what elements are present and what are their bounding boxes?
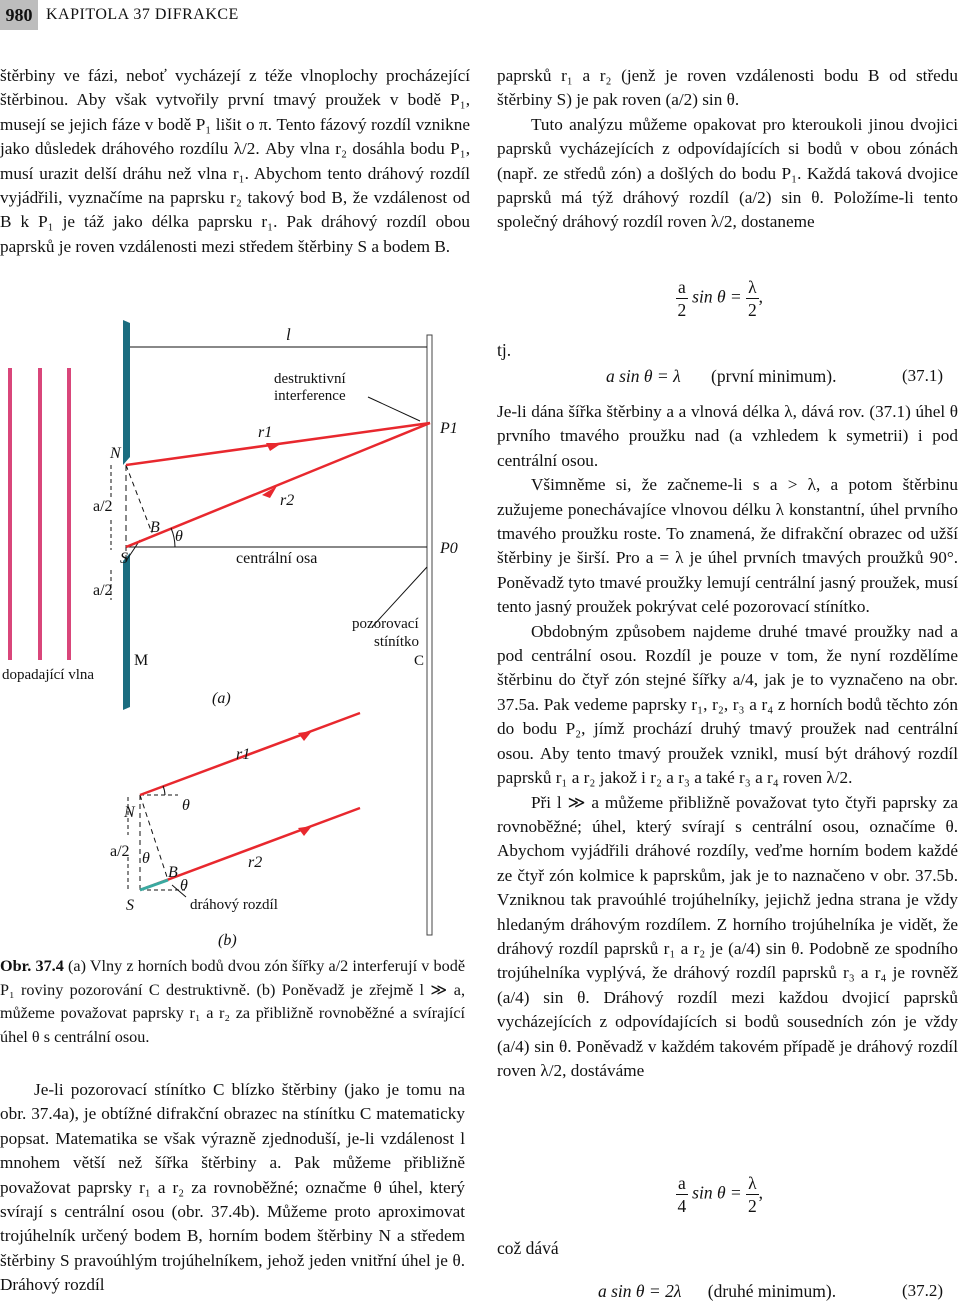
slit-upper-barrier: [123, 320, 130, 465]
equation-37-2: a sin θ = 2λ (druhé minimum).: [598, 1281, 837, 1301]
equation-1: $\frac{a}{2}$ sin θ = $\frac{\lambda}{2}$ ,: [677, 277, 763, 320]
page-number: 980: [0, 0, 38, 30]
label-path-difference: dráhový rozdíl: [190, 897, 278, 913]
tj-label: tj.: [497, 340, 512, 360]
paragraph: Obdobným způsobem najdeme druhé tmavé proužky nad a pod centrální osou. Rozdíl je pouze v tom, že nyní rozdělíme štěrbinu do čtyř zón stejné šířky a/4, jak je to vyznačeno na obr. 37.5a. Pak vedeme paprsky r₁, r₂, r₃ a r₄ z horních bodů těchto zón do bodu P₂, jímž prochází druhý tmavý proužek nad centrální osou. Aby tento tmavý proužek vznikl, musí být dráhový rozdíl paprsků r₁ a r₂ jakož i r₂ a r₃ a také r₃ a r₄ roven λ/2.: [497, 621, 958, 788]
equation-number-37-2: (37.2): [902, 1281, 944, 1300]
right-column-middle: [497, 400, 958, 1083]
label-N-b: N: [124, 804, 135, 821]
label-r1-b: r1: [236, 746, 251, 763]
label-screen-3: C: [414, 653, 425, 669]
equation-2: $\frac{a}{4}$ sin θ = $\frac{\lambda}{2}$ ,: [677, 1173, 763, 1216]
label-S-b: S: [126, 897, 134, 914]
label-M: M: [134, 652, 149, 669]
label-theta: θ: [175, 528, 183, 545]
left-column-top: [0, 64, 470, 259]
label-S: S: [120, 550, 128, 567]
paragraph: Všimněme si, že začneme-li s a > λ, a potom štěrbinu zužujeme ponechávajíce vlnovou délku λ konstantní, úhel prvního tmavého proužku roste. To znamená, že difrakční obrazec od užší štěrbiny je širší. Pro a = λ je úhel prvních tmavých proužků 90°. Poněvadž tyto tmavé proužky lemují centrální jasný proužek, musí tento jasný proužek pokrývat celé pozorovací stínítko.: [497, 475, 958, 617]
label-l: l: [286, 325, 291, 344]
label-theta-b1: θ: [182, 797, 190, 814]
paragraph: paprsků r₁ a r₂ (jenž je roven vzdálenosti bodu B od středu štěrbiny S) je pak roven (a/2) sin θ.: [497, 66, 958, 110]
label-P0: P0: [440, 540, 458, 557]
page-header: [0, 0, 960, 30]
label-B-b: B: [168, 864, 178, 881]
label-a2-b: a/2: [110, 843, 130, 860]
label-destructive: destruktivní: [274, 371, 346, 387]
paragraph: štěrbiny ve fázi, neboť vycházejí z téže vlnoplochy procházející štěrbinou. Aby však vytvořily první tmavý proužek v bodě P₁, musejí se jejich fáze v bodě P₁ lišit o π. Tento fázový rozdíl vznikne jako důsledek dráhového rozdílu λ/2. Aby vlna r₂ dosáhla bodu P₁, musí urazit delší dráhu než vlna r₁. Abychom tento dráhový rozdíl vyjádřili, vyznačíme na paprsku r₂ takový bod B, že vzdálenost od B k P₁ je táž jako délka paprsku r₁. Pak dráhový rozdíl obou paprsků je roven vzdálenosti mezi středem štěrbiny S a bodem B.: [0, 66, 470, 256]
label-screen-1: pozorovací: [352, 616, 419, 632]
label-B: B: [150, 519, 160, 536]
figure-part-b: [110, 713, 360, 949]
label-screen-2: stínítko: [374, 634, 420, 650]
equation-number-37-1: (37.1): [902, 366, 944, 385]
label-part-a: (a): [212, 690, 231, 707]
label-r2-b: r2: [248, 854, 263, 871]
chapter-title: KAPITOLA 37 DIFRAKCE: [46, 6, 239, 23]
caption-label: Obr. 37.4: [0, 957, 64, 975]
left-column-bottom: [0, 1078, 465, 1298]
label-theta-b2: θ: [142, 850, 150, 867]
label-P1: P1: [440, 420, 458, 437]
slit-lower-barrier: [123, 553, 130, 710]
paragraph: Je-li dána šířka štěrbiny a a vlnová délka λ, dává rov. (37.1) úhel θ prvního tmavého proužku nad (a vzhledem k symetrii) i pod centrální osou.: [497, 402, 958, 470]
label-incident-wave: dopadající vlna: [2, 667, 95, 683]
incident-wavefronts: [10, 368, 69, 660]
label-central-axis: centrální osa: [236, 550, 318, 567]
label-N: N: [110, 445, 121, 462]
label-interference: interference: [274, 388, 346, 404]
paragraph: Je-li pozorovací stínítko C blízko štěrbiny (jako je tomu na obr. 37.4a), je obtížné difrakční obrazec na stínítku C matematicky popsat. Matematika se však výrazně zjednoduší, je-li vzdálenost l mnohem větší než šířka štěrbiny a. Pak můžeme přibližně považovat paprsky r₁ a r₂ za rovnoběžné; označme θ úhel, který svírají s centrální osou (obr. 37.4b). Můžeme proto aproximovat trojúhelník určený bodem B, horním bodem štěrbiny N a středem štěrbiny S pravoúhlým trojúhelníkem, jehož jeden vnitřní úhel je θ. Dráhový rozdíl: [0, 1080, 465, 1295]
label-r1: r1: [258, 424, 273, 441]
equation-37-1: a sin θ = λ (první minimum).: [606, 366, 837, 386]
label-r2: r2: [280, 492, 295, 509]
figure-caption: [0, 955, 465, 1049]
paragraph: Tuto analýzu můžeme opakovat pro kteroukoli jinou dvojici paprsků vycházejících z odpovídajících si bodů v obou zónách (např. ze středů zón) a došlých do bodu P₁. Každá taková dvojice paprsků má týž dráhový rozdíl (a/2) sin θ. Položíme-li tento společný dráhový rozdíl roven λ/2, dostaneme: [497, 114, 958, 232]
paragraph: Při l ≫ a můžeme přibližně považovat tyto čtyři paprsky za rovnoběžné; úhel, který svírají s centrální osou, označíme θ. Abychom vyjádřili dráhové rozdíly, veďme horním bodem každé ze čtyř zón kolmice k paprskům, jak je to naznačeno v obr. 37.5b. Vzniknou tak pravoúhlé trojúhelníky, jejichž jedna strana je vždy hledaným dráhovým rozdílem. Z horního trojúhelníka je vidět, že dráhový rozdíl paprsků r₁ a r₂ je (a/4) sin θ. Podobně ze spodního trojúhelníka vyplývá, že dráhový rozdíl paprsků r₃ a r₄ je rovněž (a/4) sin θ. Dráhový rozdíl mezi každou dvojicí paprsků vycházejících z odpovídajících si bodů sousedních zón je vždy (a/4) sin θ. Poněvadž v každém takovém případě je dráhový rozdíl roven λ/2, dostáváme: [497, 792, 958, 1080]
caption-text: (a) Vlny z horních bodů dvou zón šířky a/2 interferují v bodě P₁ roviny pozorování C destruktivně. (b) Poněvadž je zřejmě l ≫ a, můžeme považovat paprsky r₁ a r₂ za přibližně rovnoběžné a svírající úhel θ s centrální osou.: [0, 957, 466, 1046]
figure-37-4: [0, 315, 470, 955]
label-a2-top: a/2: [93, 498, 113, 515]
label-theta-b3: θ: [180, 877, 188, 894]
label-part-b: (b): [218, 932, 237, 949]
path-difference: [140, 880, 168, 890]
label-a2-bottom: a/2: [93, 582, 113, 599]
coz-label: což dává: [497, 1238, 559, 1258]
right-column-top: [497, 64, 958, 235]
